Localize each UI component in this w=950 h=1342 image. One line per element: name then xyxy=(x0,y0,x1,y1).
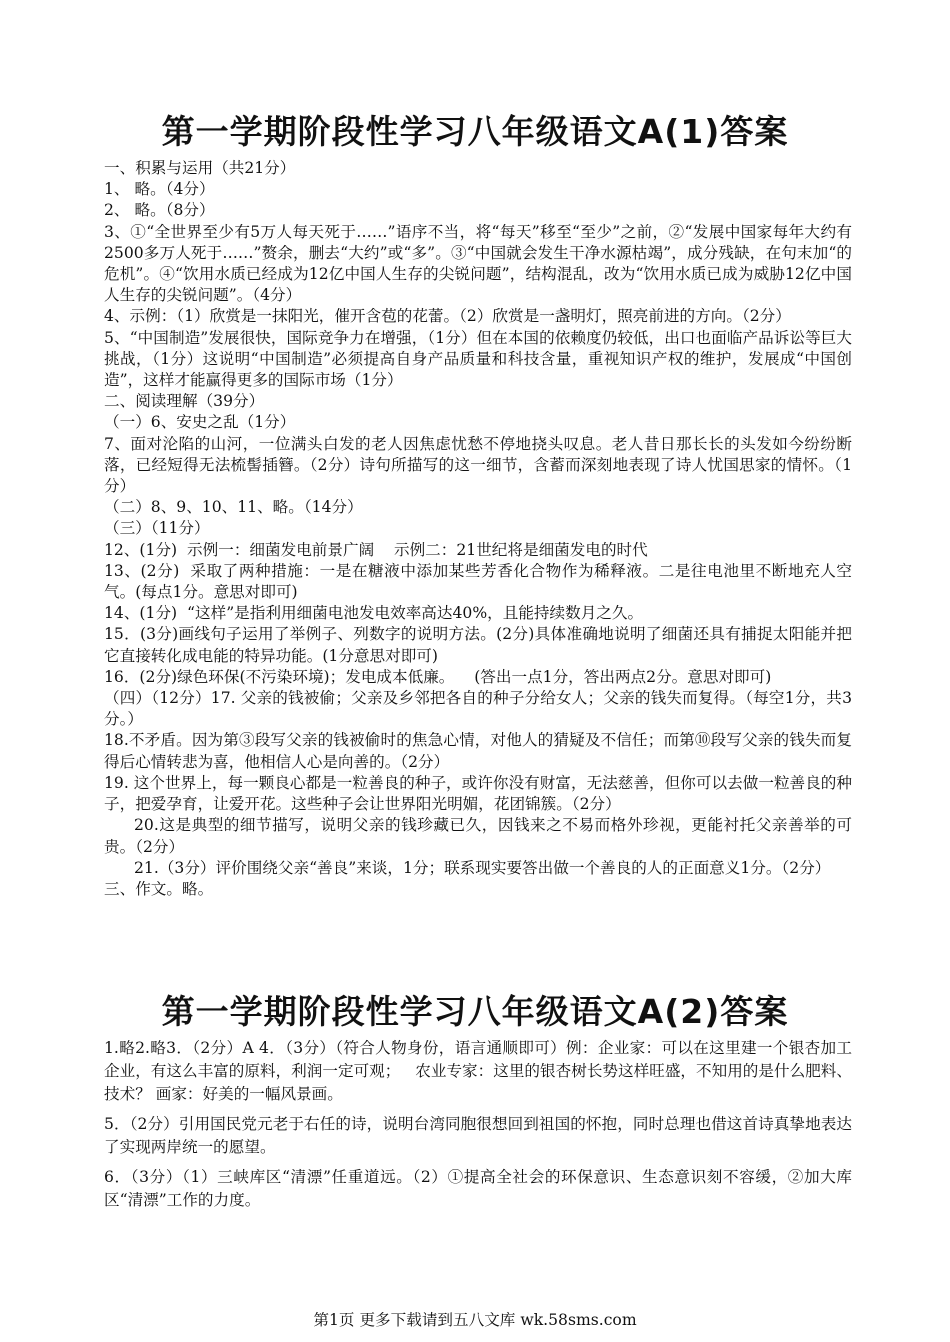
answer-item: 3、①“全世界至少有5万人每天死于……”语序不当，将“每天”移至“至少”之前，②“发展中国家每年大约有2500多万人死于……”赘余，删去“大约”或“多”。③“中国就会发生干净水源枯竭”，成分残缺，在句末加“的危机”。④“饮用水质已经成为12亿中国人生存的尖锐问题”，结构混乱，改为“饮用水质已成为威胁12亿中国人生存的尖锐问题”。（4分） xyxy=(104,222,852,305)
answer-item: 1、 略。（4分） xyxy=(104,180,215,199)
section-heading: 三、作文。略。 xyxy=(104,879,214,898)
answer-item: 1.略2.略3．（2分）A 4．（3分）（符合人物身份，语言通顺即可）例：企业家：可以在这里建一个银杏加工企业，有这么丰富的原料，利润一定可观； 农业专家：这里的银杏树长势这样旺盛，不知用的是什么肥料、技术？ 画家：好美的一幅风景画。 xyxy=(104,1039,852,1103)
answer-item: 5、“中国制造”发展很快，国际竞争力在增强，（1分）但在本国的依赖度仍较低，出口也面临产品诉讼等巨大挑战，（1分）这说明“中国制造”必须提高自身产品质量和科技含量，重视知识产权的维护，发展成“中国创造”，这样才能赢得更多的国际市场（1分） xyxy=(104,328,852,390)
answer-item: 20.这是典型的细节描写，说明父亲的钱珍藏已久，因钱来之不易而格外珍视，更能衬托父亲善举的可贵。（2分） xyxy=(104,816,852,856)
answer-item: （三）（11分） xyxy=(104,519,210,538)
answer-item: 18.不矛盾。因为第③段写父亲的钱被偷时的焦急心情，对他人的猜疑及不信任；而第⑩段写父亲的钱失而复得后心情转悲为喜，他相信人心是向善的。（2分） xyxy=(104,731,852,771)
answer-title-part-2: 第一学期阶段性学习八年级语文A(2)答案 xyxy=(161,992,789,1031)
answer-item: 19. 这个世界上，每一颗良心都是一粒善良的种子，或许你没有财富，无法慈善，但你可以去做一粒善良的种子，把爱孕育，让爱开花。这些种子会让世界阳光明媚，花团锦簇。（2分） xyxy=(104,773,852,814)
section-heading: 一、积累与运用（共21分） xyxy=(104,159,296,177)
answer-item: 15．(3分)画线句子运用了举例子、列数字的说明方法。(2分)具体准确地说明了细菌还具有捕捉太阳能并把它直接转化成电能的特异功能。(1分意思对即可) xyxy=(104,625,852,665)
answer-title-part-1: 第一学期阶段性学习八年级语文A(1)答案 xyxy=(161,112,789,151)
answer-item: （四）（12分）17. 父亲的钱被偷；父亲及乡邻把各自的种子分给女人；父亲的钱失而复得。（每空1分，共3分。） xyxy=(104,689,852,729)
page-footer: 第1页 更多下载请到五八文库 wk.58sms.com xyxy=(313,1311,637,1329)
answer-item: 6．（3分）（1）三峡库区“清漂”任重道远。（2）①提高全社会的环保意识、生态意识刻不容缓，②加大库区“清漂”工作的力度。 xyxy=(104,1168,852,1209)
answer-item: 16．(2分)绿色环保(不污染环境)；发电成本低廉。 (答出一点1分，答出两点2分。意思对即可) xyxy=(104,667,772,686)
answer-item: 5．（2分）引用国民党元老于右任的诗，说明台湾同胞很想回到祖国的怀抱，同时总理也借这首诗真挚地表达了实现两岸统一的愿望。 xyxy=(104,1115,852,1156)
answer-item: 4、示例：（1）欣赏是一抹阳光，催开含苞的花蕾。（2）欣赏是一盏明灯，照亮前进的方向。（2分） xyxy=(104,307,791,326)
answer-item: 2、 略。（8分） xyxy=(104,201,215,220)
answer-item: 12、(1分) 示例一：细菌发电前景广阔 示例二：21世纪将是细菌发电的时代 xyxy=(104,540,648,559)
answer-item: 21.（3分）评价围绕父亲“善良”来谈，1分；联系现实要答出做一个善良的人的正面意义1分。（2分） xyxy=(134,858,831,877)
answer-item: 7、面对沦陷的山河，一位满头白发的老人因焦虑忧愁不停地挠头叹息。老人昔日那长长的头发如今纷纷断落，已经短得无法梳髻插簪。（2分）诗句所描写的这一细节，含蓄而深刻地表现了诗人忧国思家的情怀。（1分） xyxy=(104,434,852,496)
answer-item: 14、(1分) “这样”是指利用细菌电池发电效率高达40%，且能持续数月之久。 xyxy=(104,604,644,623)
answer-item: （二）8、9、10、11、略。（14分） xyxy=(104,498,363,517)
answer-section-part-1 xyxy=(104,158,852,900)
answer-item: 13、(2分) 采取了两种措施：一是在糖液中添加某些芳香化合物作为稀释液。二是往电池里不断地充人空气。(每点1分。意思对即可) xyxy=(104,561,852,602)
answer-section-part-2 xyxy=(104,1037,852,1219)
section-heading: 二、阅读理解（39分） xyxy=(104,392,265,411)
answer-item: （一）6、安史之乱（1分） xyxy=(104,413,296,432)
